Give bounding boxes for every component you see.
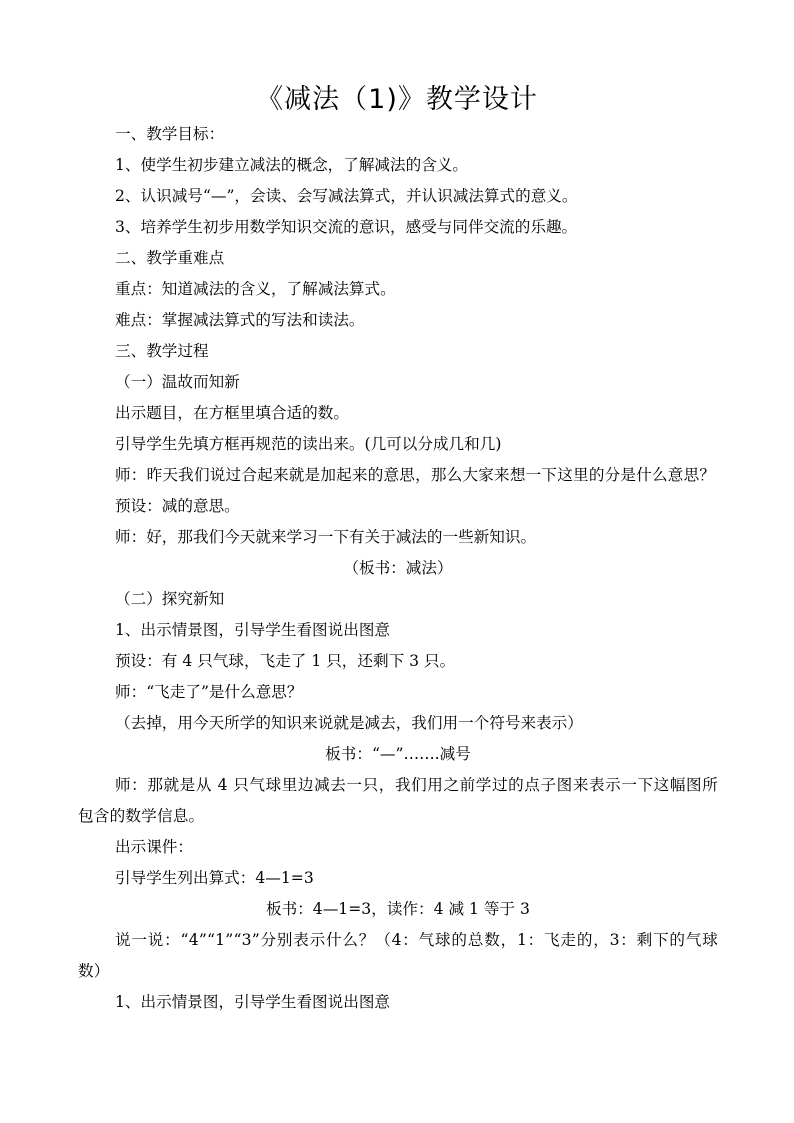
objective-item: 2、认识减号“—”，会读、会写减法算式，并认识减法算式的意义。 — [115, 187, 578, 205]
section-heading-objectives: 一、教学目标： — [115, 125, 225, 143]
body-paragraph: 说一说：“4”“1”“3”分别表示什么？（4：气球的总数，1：飞走的，3：剩下的气球数） — [78, 931, 718, 980]
objective-item: 3、培养学生初步用数学知识交流的意识，感受与同伴交流的乐趣。 — [115, 218, 578, 236]
body-paragraph: 师：那就是从 4 只气球里边减去一只，我们用之前学过的点子图来表示一下这幅图所包含的数学信息。 — [78, 776, 718, 825]
key-point: 重点：知道减法的含义，了解减法算式。 — [115, 280, 396, 298]
body-paragraph: 师：昨天我们说过合起来就是加起来的意思，那么大家来想一下这里的分是什么意思？ — [115, 466, 716, 484]
body-paragraph: 出示题目，在方框里填合适的数。 — [115, 404, 349, 422]
section-heading-key-points: 二、教学重难点 — [115, 249, 225, 267]
document-title: 《减法（1)》教学设计 — [256, 84, 538, 115]
board-note: 板书：“—”…….减号 — [325, 745, 471, 763]
body-paragraph: 1、出示情景图，引导学生看图说出图意 — [115, 621, 391, 639]
body-paragraph: 1、出示情景图，引导学生看图说出图意 — [115, 993, 391, 1011]
section-heading-process: 三、教学过程 — [115, 342, 209, 360]
body-paragraph: （去掉，用今天所学的知识来说就是减去，我们用一个符号来表示） — [115, 714, 583, 732]
board-note: （板书：减法） — [343, 559, 453, 577]
body-paragraph: 师：好，那我们今天就来学习一下有关于减法的一些新知识。 — [115, 528, 537, 546]
board-note: 板书：4—1=3，读作：4 减 1 等于 3 — [266, 900, 530, 918]
document-body — [78, 119, 718, 1018]
body-paragraph: 师：“飞走了”是什么意思？ — [115, 683, 303, 701]
difficult-point: 难点：掌握减法算式的写法和读法。 — [115, 311, 365, 329]
subsection-heading-explore: （二）探究新知 — [115, 590, 225, 608]
body-paragraph: 预设：减的意思。 — [115, 497, 240, 515]
body-paragraph: 引导学生列出算式：4—1=3 — [115, 869, 314, 887]
subsection-heading-review: （一）温故而知新 — [115, 373, 240, 391]
body-paragraph: 出示课件： — [115, 838, 193, 856]
body-paragraph: 预设：有 4 只气球，飞走了 1 只，还剩下 3 只。 — [115, 652, 456, 670]
objective-item: 1、使学生初步建立减法的概念，了解减法的含义。 — [115, 156, 468, 174]
body-paragraph: 引导学生先填方框再规范的读出来。(几可以分成几和几) — [115, 435, 502, 453]
